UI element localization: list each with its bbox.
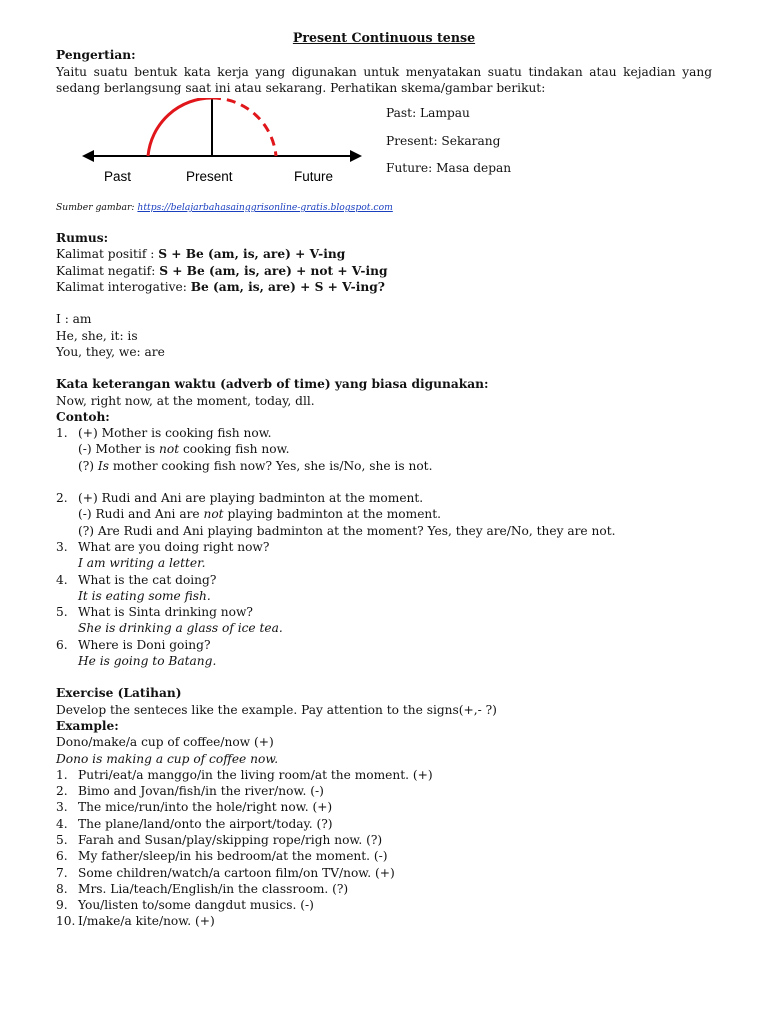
list-item: 1. (+) Mother is cooking fish now. (-) Mother is not cooking fish now. (?) Is mother cooking fish now? Yes, she is/No, she is not.: [56, 426, 433, 473]
exercise-heading: Exercise (Latihan): [56, 686, 182, 701]
example-answer: Dono is making a cup of coffee now.: [56, 751, 279, 766]
pronoun-line: You, they, we: are: [56, 344, 165, 359]
contoh-heading: Contoh:: [56, 409, 110, 424]
label-future: Future: [294, 169, 334, 185]
past-arc: [148, 98, 212, 156]
list-item: 8. Mrs. Lia/teach/English/in the classroom. (?): [56, 881, 349, 896]
example-prompt: Dono/make/a cup of coffee/now (+): [56, 735, 274, 750]
label-past: Past: [104, 169, 132, 185]
pengertian-heading: Pengertian:: [56, 48, 136, 63]
list-item: 3. The mice/run/into the hole/right now. (+): [56, 800, 333, 815]
document-page: [56, 30, 712, 930]
timeline-diagram: [82, 98, 362, 188]
rumus-heading: Rumus:: [56, 231, 109, 246]
exercise-instruction: Develop the senteces like the example. Pay attention to the signs(+,- ?): [56, 702, 497, 717]
future-arc: [212, 98, 276, 156]
adverb-text: Now, right now, at the moment, today, dll.: [56, 393, 315, 408]
list-item: 5. What is Sinta drinking now? She is drinking a glass of ice tea.: [56, 605, 283, 636]
list-item: 4. The plane/land/onto the airport/today. (?): [56, 816, 333, 831]
pengertian-text: Yaitu suatu bentuk kata kerja yang digunakan untuk menyatakan suatu tindakan atau kejadian yang sedang berlangsung saat ini atau sekarang. Perhatikan skema/gambar berikut:: [56, 64, 712, 95]
list-item: 1. Putri/eat/a manggo/in the living room/at the moment. (+): [56, 767, 433, 782]
rumus-negative: Kalimat negatif: S + Be (am, is, are) + not + V-ing: [56, 263, 388, 278]
timeline-left-arrow: [82, 150, 94, 162]
list-item: 2. Bimo and Jovan/fish/in the river/now. (-): [56, 784, 324, 799]
image-source: [56, 202, 712, 214]
tense-diagram: [56, 98, 712, 188]
legend-future: Future: Masa depan: [386, 161, 512, 176]
label-present: Present: [186, 169, 233, 185]
example-heading: Example:: [56, 718, 119, 733]
list-item: 10. I/make/a kite/now. (+): [56, 914, 215, 929]
source-link[interactable]: https://belajarbahasainggrisonline-gratis.blogspot.com: [137, 202, 393, 214]
list-item: 2. (+) Rudi and Ani are playing badminton at the moment. (-) Rudi and Ani are not playing badminton at the moment. (?) Are Rudi and Ani playing badminton at the moment? Yes, they are/No, they are not.: [56, 491, 616, 538]
rumus-interrogative: Kalimat interogative: Be (am, is, are) + S + V-ing?: [56, 280, 385, 295]
pronoun-line: He, she, it: is: [56, 328, 138, 343]
source-label: Sumber gambar:: [56, 202, 135, 214]
timeline-right-arrow: [350, 150, 362, 162]
page-title: Present Continuous tense: [292, 30, 476, 45]
rumus-positive: Kalimat positif : S + Be (am, is, are) + V-ing: [56, 247, 346, 262]
pronoun-line: I : am: [56, 312, 92, 327]
list-item: 5. Farah and Susan/play/skipping rope/righ now. (?): [56, 832, 383, 847]
list-item: 4. What is the cat doing? It is eating some fish.: [56, 572, 217, 603]
legend-present: Present: Sekarang: [386, 133, 501, 148]
list-item: 7. Some children/watch/a cartoon film/on TV/now. (+): [56, 865, 395, 880]
list-item: 3. What are you doing right now? I am writing a letter.: [56, 539, 270, 571]
adverb-heading: Kata keterangan waktu (adverb of time) yang biasa digunakan:: [56, 377, 489, 392]
list-item: 6. Where is Doni going? He is going to Batang.: [56, 637, 217, 669]
examples-list: [56, 425, 712, 669]
list-item: 6. My father/sleep/in his bedroom/at the moment. (-): [56, 849, 388, 864]
list-item: 9. You/listen to/some dangdut musics. (-): [56, 898, 314, 913]
exercise-list: [56, 767, 712, 930]
legend-past: Past: Lampau: [386, 106, 470, 121]
diagram-legend: [386, 100, 511, 183]
